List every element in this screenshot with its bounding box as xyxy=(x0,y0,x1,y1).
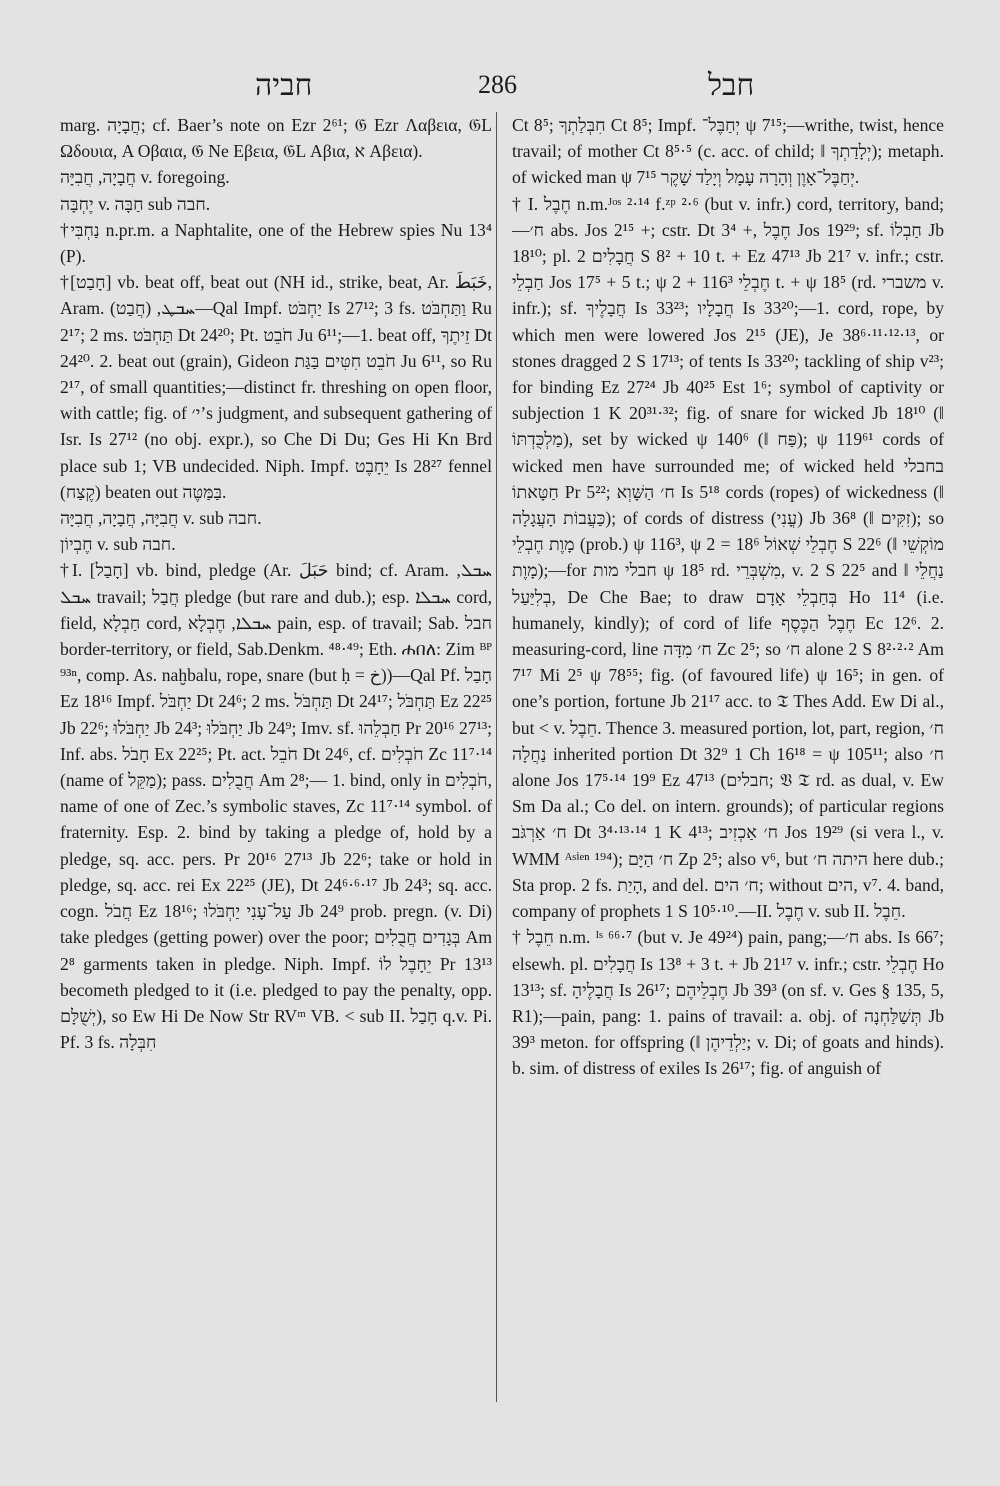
running-head xyxy=(0,68,1000,108)
entry-piel-continuation: Ct 8⁵; חִבְּלַתְךָ Ct 8⁵; Impf. יְחַבֶּל־ ψ 7¹⁵;—writhe, twist, hence travail; of mother Ct 8⁵·⁵ (c. acc. of child; ‖ יְלָדַתְךָ); metaph. of wicked man ψ 7¹⁵ יְחַבֶּל־אָוֶן וְהָרָה עָמָל וְיָלַד שָׁקֶר. xyxy=(512,115,944,188)
page-number: 286 xyxy=(478,70,517,99)
entry-nachbi: †נַחְבִּי n.pr.m. a Naphtalite, one of the Hebrew spies Nu 13⁴ (P). xyxy=(60,219,492,267)
column-divider xyxy=(496,112,497,1402)
left-column xyxy=(60,112,492,1402)
entry-chabal-bind: †I. [חָבַל] vb. bind, pledge (Ar. حَبَلَ bind; cf. Aram. ܚܒܠ, ܚܒܠ travail; חֲבַל pledge (but rare and dub.); esp. ܚܒܠܐ cord, field, חַבְלָא cord, ܚܒܠܐ, חֶבְלָא pain, esp. of travail; Sab. חבל border-territory, or field, Sab.Denkm. ⁴⁸·⁴⁹; Eth. ሐበለ: Zim ᴮᴾ ⁹³ⁿ, comp. As. naḫbalu, rope, snare (but ḥ = خ))—Qal Pf. חָבַל Ez 18¹⁶ Impf. יַחְבֹּל Dt 24⁶; 2 ms. תַּחְבֹּל Dt 24¹⁷; תַּחְבֹּל Ez 22²⁵ Jb 22⁶; יַחְבֹּלוּ Jb 24³; יַחְבֹּלוּ Jb 24⁹; Imv. sf. חַבְלֵהוּ Pr 20¹⁶ 27¹³; Inf. abs. חָבֹל Ex 22²⁵; Pt. act. חֹבֵל Dt 24⁶, cf. חֹבְלִים Zc 11⁷·¹⁴ (name of מַקֵּל); pass. חֲבֻלִים Am 2⁸;— 1. bind, only in חֹבְלִים, name of one of Zec.’s symbolic staves, Zc 11⁷·¹⁴ symbol. of fraternity. Esp. 2. bind by taking a pledge of, hold by a pledge, sq. acc. pers. Pr 20¹⁶ 27¹³ Jb 22⁶; take or hold in pledge, sq. acc. rei Ex 22²⁵ (JE), Dt 24⁶·⁶·¹⁷ Jb 24³; sq. acc. cogn. חֲבֹל Ez 18¹⁶; עַל־עָנִי יַחְבֹּלוּ Jb 24⁹ prob. pregn. (v. Di) take pledges (getting power) over the poor; בְּגָדִים חֲבֻלִים Am 2⁸ garments taken in pledge. Niph. Impf. יֵחָבֶל לוֹ Pr 13¹³ becometh pledged to it (i.e. pledged to pay the penalty, opp. יְשֻׁלָּם), so Ew Hi De Now Str RVᵐ VB. < sub II. חָבַל q.v. Pi. Pf. 3 fs. חִבְּלָה xyxy=(60,560,492,1053)
running-head-left: חביה xyxy=(255,68,313,103)
running-head-right: חבל xyxy=(708,68,755,103)
entry-chabat: †[חָבַט] vb. beat off, beat out (NH id., strike, beat, Ar. خَبَطَ, Aram. ܚܒܛ, (חֲבַט)—Qal Impf. יַחְבֹּט Is 27¹²; 3 fs. וַתַּחְבֹּט Ru 2¹⁷; 2 ms. תַּחְבֹּט Dt 24²⁰; Pt. חֹבֵט Ju 6¹¹;—1. beat off, זֵיתֶךָ Dt 24²⁰. 2. beat out (grain), Gideon חֹבֵט חִטִּים בַּגַּת Ju 6¹¹, so Ru 2¹⁷, of small quantities;—distinct fr. threshing on open floor, with cattle; fig. of י׳’s judgment, and subsequent gathering of Isr. Is 27¹² (no obj. expr.), so Che Di Du; Ges Hi Kn Brd place sub 1; VB undecided. Niph. Impf. יֵחָבֶט Is 28²⁷ fennel (קֶצַח) beaten out בַּמַּטֶּה. xyxy=(60,272,492,502)
entry-yechbah: יֶחְבָּה v. חַבָּה sub חבה. xyxy=(60,193,211,214)
entry-chabiyah: חֲבָיָה, חֲבִיָּה v. foregoing. xyxy=(60,167,230,188)
entry-chebel-pain: † חֵבֶל n.m. ᴵˢ ⁶⁶·⁷ (but v. Je 49²⁴) pain, pang;—ח׳ abs. Is 66⁷; elsewh. pl. חֲבָלִים Is 13⁸ + 3 t. + Jb 21¹⁷ v. infr.; cstr. חֶבְלֵי Ho 13¹³; sf. חֲבָלֶיהָ Is 26¹⁷; חֶבְלֵיהֶם Jb 39³ (on sf. v. Ges § 135, 5, R1);—pain, pang: 1. pains of travail: a. obj. of תְּשַׁלַּחְנָה Jb 39³ meton. for offspring (‖ יַלְדֵיהֶן; v. Di; of goats and hinds). b. sim. of distress of exiles Is 26¹⁷; fig. of anguish of xyxy=(512,927,944,1079)
entry-chebel-cord: † I. חֶבֶל n.m.ᴶᵒˢ ²·¹⁴ f.ᶻᵖ ²·⁶ (but v. infr.) cord, territory, band;—ח׳ abs. Jos 2¹⁵ +; cstr. Dt 3⁴ +, חֶבֶל Jos 19²⁹; sf. חַבְלוֹ Jb 18¹⁰; pl. חֲבָלִים 2 S 8² + 10 t. + Ez 47¹³ Jb 21⁷ v. infr.; cstr. חַבְלֵי Jos 17⁵ + 5 t.; ψ חֶבְלֵי 116³ + 2 t. + ψ 18⁵ (rd. משברי v. infr.); sf. חֲבָלֶיךָ Is 33²³; חֲבָלָיו Is 33²⁰;—1. cord, rope, by which men were lowered Jos 2¹⁵ (JE), Je 38⁶·¹¹·¹²·¹³, or stones dragged 2 S 17¹³; of tents Is 33²⁰; tackling of ship v²³; for binding Ez 27²⁴ Jb 40²⁵ Est 1⁶; symbol of captivity or subjection 1 K 20³¹·³²; fig. of snare for wicked Jb 18¹⁰ (‖ מַלְכֻּדְתּוֹ), set by wicked ψ 140⁶ (‖ פַּח); ψ 119⁶¹ cords of wicked men have surrounded me; of wicked held בחבלי חַטָּאתוֹ Pr 5²²; ח׳ הַשָּׁוְא Is 5¹⁸ cords (ropes) of wickedness (‖ כַּעֲבוֹת הָעֲגָלָה); of cords of distress (עֳנִי) Jb 36⁸ (‖ זִקִּים); so מָוֶת חֶבְלֵי (prob.) ψ 116³, ψ חֶבְלֵי שְׁאוֹל 18⁶ = 2 S 22⁶ (‖ מוֹקְשֵׁי מָוֶת);—for חבלי מות ψ 18⁵ rd. מִשְׁבְּרֵי, v. 2 S 22⁵ and ‖ נַחֲלֵי בְלִיַּעַל, De Che Bae; to draw בְּחַבְלֵי אָדָם Ho 11⁴ (i.e. humanely, kindly); of cord of life חֶבֶל הַכֶּסֶף Ec 12⁶. 2. measuring-cord, line ח׳ מִדָּה Zc 2⁵; so ח׳ alone 2 S 8²·²·² Am 7¹⁷ Mi 2⁵ ψ 78⁵⁵; fig. (of favoured life) ψ 16⁵; in gen. of one’s portion, fortune Jb 21¹⁷ acc. to 𝔗 Thes Add. Ew Di al., but < v. חֵבֶל. Thence 3. measured portion, lot, part, region, ח׳ נַחֲלָה inherited portion Dt 32⁹ 1 Ch 16¹⁸ = ψ 105¹¹; also ח׳ alone Jos 17⁵·¹⁴ 19⁹ Ez 47¹³ (חבלים; 𝔙 𝔗 rd. as dual, v. Ew Sm Da al.; Co del. on intern. grounds); of particular regions ח׳ אַרְגֹּב Dt 3⁴·¹³·¹⁴ 1 K 4¹³; ח׳ אַכְזִיב Jos 19²⁹ (si vera l., v. WMM ᴬˢⁱᵉⁿ ¹⁹⁴); ח׳ הַיָּם Zp 2⁵; also v⁶, but היתה ח׳ here dub.; Sta prop. 2 fs. הָיַת, and del. ח׳ הים; without הים, v⁷. 4. band, company of prophets 1 S 10⁵·¹⁰.—II. חֶבֶל v. sub II. חֵבֶל. xyxy=(512,193,944,922)
entry-continuation: marg. חֲבָיָה; cf. Baer’s note on Ezr 2⁶¹; 𝔊 Ezr Λαβεια, 𝔊L Ωδουια, A Οβαια, 𝔊 Ne Εβεια, 𝔊L Αβια, א Αβεια). xyxy=(60,115,492,162)
right-column xyxy=(512,112,944,1402)
entry-chabiyah-variants: חֲבִיָּה, חֲבָיָה, חֲבִיָּה v. sub חבה. xyxy=(60,508,262,529)
entry-chebyon: חֶבְיוֹן v. sub חבה. xyxy=(60,534,176,555)
